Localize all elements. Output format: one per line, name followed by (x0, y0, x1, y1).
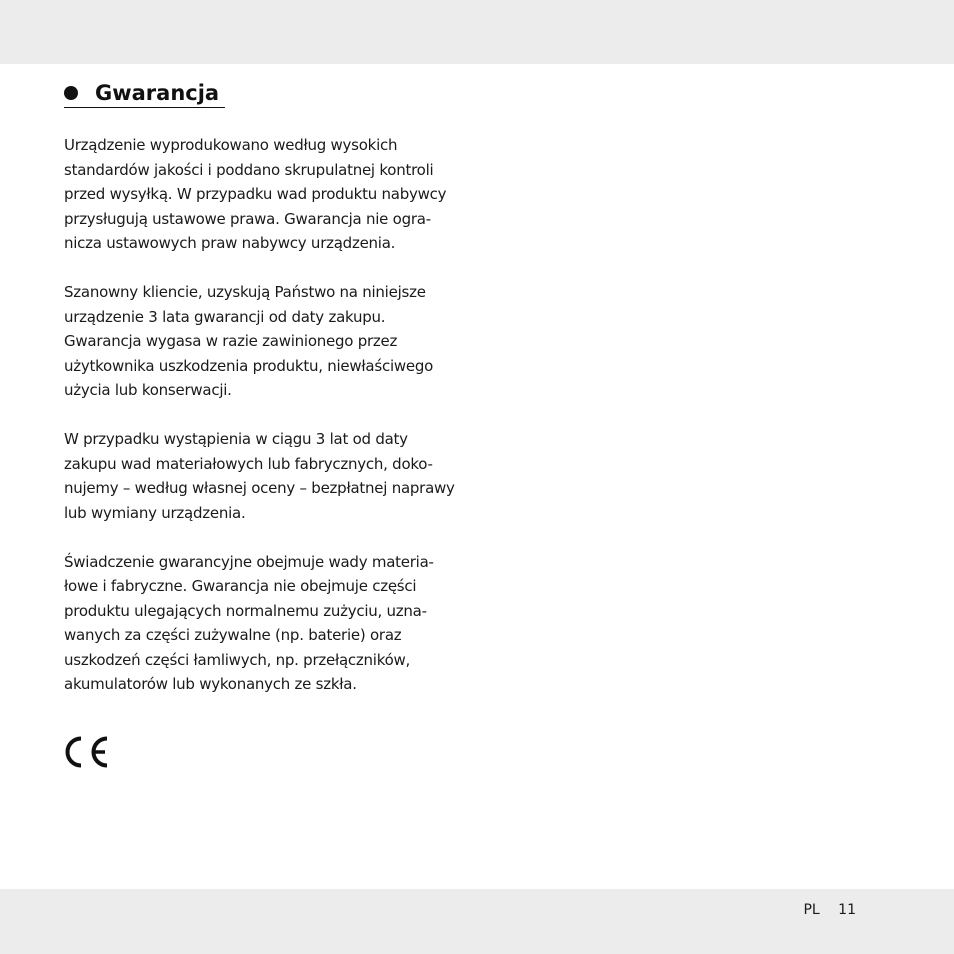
text-line: Szanowny kliencie, uzyskują Państwo na niniejsze (64, 283, 426, 301)
section-title: Gwarancja (95, 81, 220, 105)
text-line: użycia lub konserwacji. (64, 381, 232, 399)
text-line: Świadczenie gwarancyjne obejmuje wady materia- (64, 552, 434, 571)
text-line: przysługują ustawowe prawa. Gwarancja nie ogra- (64, 209, 431, 228)
page-footer (803, 901, 856, 919)
text-line: akumulatorów lub wykonanych ze szkła. (64, 675, 357, 693)
text-line: łowe i fabryczne. Gwarancja nie obejmuje części (64, 577, 417, 595)
paragraph-1 (64, 133, 474, 256)
ce-mark-icon (64, 735, 110, 769)
paragraph-3 (64, 427, 474, 525)
text-line: nujemy – według własnej oceny – bezpłatnej naprawy (64, 479, 455, 497)
text-line: produktu ulegających normalnemu zużyciu, uzna- (64, 601, 427, 620)
page-number: 11 (838, 902, 856, 918)
text-line: W przypadku wystąpienia w ciągu 3 lat od daty (64, 430, 408, 448)
bottom-band (0, 889, 954, 954)
text-line: uszkodzeń części łamliwych, np. przełączników, (64, 650, 411, 669)
text-line: zakupu wad materiałowych lub fabrycznych, doko- (64, 454, 433, 473)
text-line: Gwarancja wygasa w razie zawinionego przez (64, 332, 398, 350)
top-band (0, 0, 954, 64)
text-line: urządzenie 3 lata gwarancji od daty zakupu. (64, 307, 386, 326)
text-line: Urządzenie wyprodukowano według wysokich (64, 136, 398, 154)
paragraph-2 (64, 280, 474, 403)
heading-underline (64, 107, 225, 108)
bullet-icon (64, 86, 78, 100)
paragraph-4 (64, 550, 474, 697)
text-line: użytkownika uszkodzenia produktu, niewłaściwego (64, 356, 434, 375)
text-line: nicza ustawowych praw nabywcy urządzenia. (64, 234, 396, 252)
text-line: przed wysyłką. W przypadku wad produktu nabywcy (64, 185, 447, 203)
language-code: PL (803, 902, 820, 918)
text-line: standardów jakości i poddano skrupulatnej kontroli (64, 160, 434, 179)
text-line: lub wymiany urządzenia. (64, 503, 246, 522)
text-line: wanych za części zużywalne (np. baterie) oraz (64, 626, 402, 644)
section-heading (64, 80, 219, 106)
warranty-text (64, 133, 474, 721)
